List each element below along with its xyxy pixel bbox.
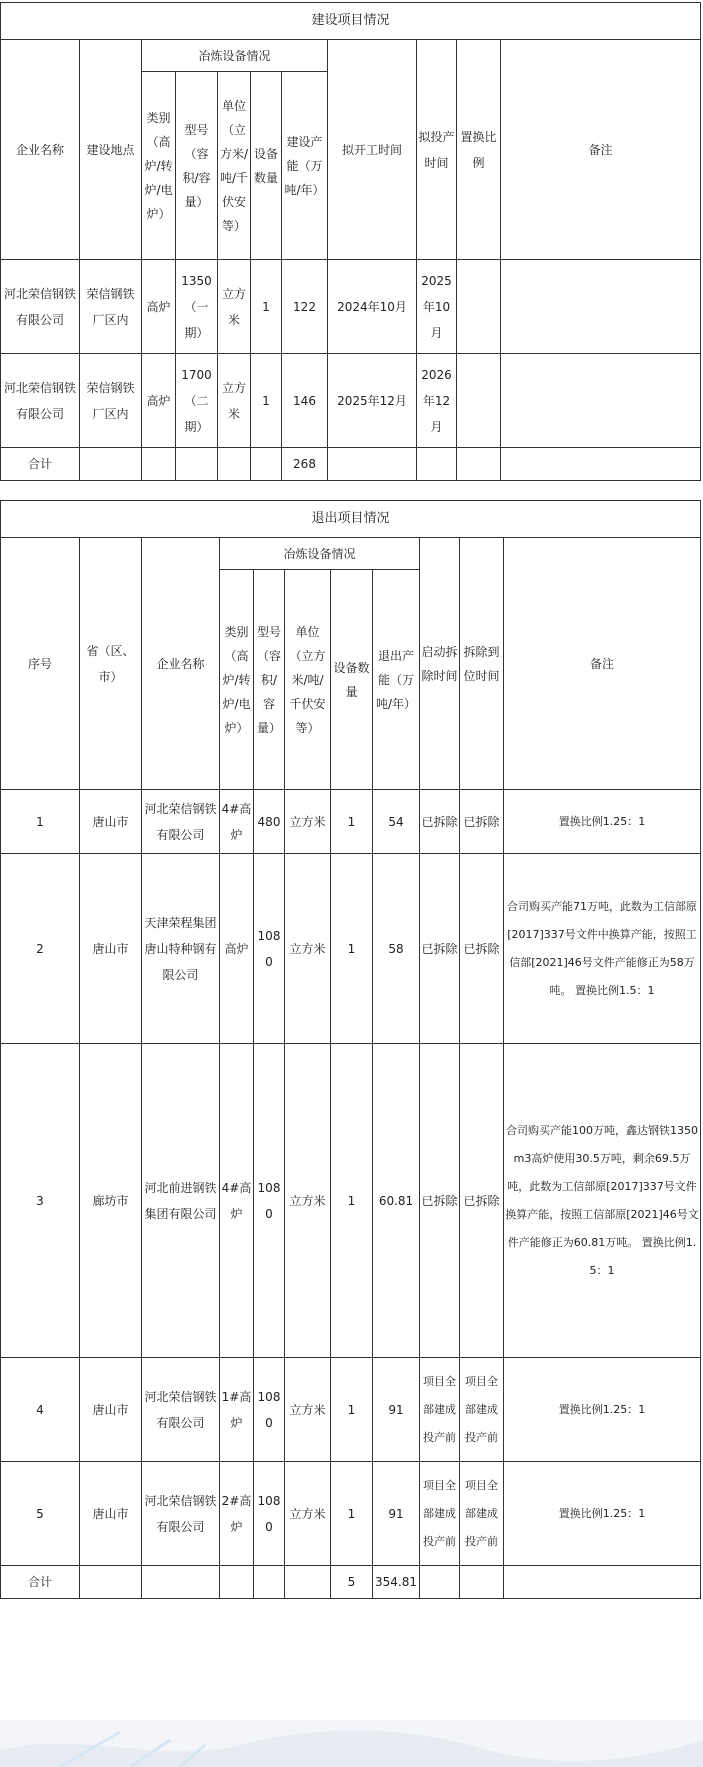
cell-note: 合司购买产能71万吨，此数为工信部原[2017]337号文件中换算产能，按照工信部[2021]46号文件产能修正为58万吨。 置换比例1.5：1	[504, 854, 701, 1044]
cell-company: 河北荣信钢铁有限公司	[142, 1358, 220, 1462]
header-count: 设备数量	[251, 72, 282, 260]
cell-start-time: 2024年10月	[328, 260, 417, 354]
cell-category: 2#高炉	[220, 1462, 254, 1566]
cell-province: 唐山市	[80, 1358, 142, 1462]
cell-note: 置换比例1.25：1	[504, 1462, 701, 1566]
table-row	[1, 354, 701, 448]
cell-note: 置换比例1.25：1	[504, 790, 701, 854]
cell-unit: 立方米	[218, 260, 251, 354]
cell-category: 4#高炉	[220, 1044, 254, 1358]
cell-company: 天津荣程集团唐山特种钢有限公司	[142, 854, 220, 1044]
cell-unit: 立方米	[285, 790, 331, 854]
cell-unit: 立方米	[285, 854, 331, 1044]
construction-table	[0, 2, 701, 481]
header-equipment-group: 冶炼设备情况	[220, 538, 420, 570]
cell-prod-time: 2025年10月	[417, 260, 457, 354]
header-equipment-group: 冶炼设备情况	[142, 40, 328, 72]
cell-category: 4#高炉	[220, 790, 254, 854]
header-seq: 序号	[1, 538, 80, 790]
cell-note	[501, 354, 701, 448]
cell-category: 高炉	[142, 260, 176, 354]
cell-capacity: 122	[282, 260, 328, 354]
table-row	[1, 1044, 701, 1358]
cell-capacity: 91	[373, 1462, 420, 1566]
cell-company: 河北荣信钢铁有限公司	[1, 260, 80, 354]
cell-dismantle-done: 已拆除	[460, 790, 504, 854]
cell-seq: 1	[1, 790, 80, 854]
cell-count: 1	[331, 790, 373, 854]
cell-unit: 立方米	[285, 1044, 331, 1358]
cell-seq: 2	[1, 854, 80, 1044]
cell-dismantle-done: 项目全部建成投产前	[460, 1358, 504, 1462]
cell-province: 唐山市	[80, 854, 142, 1044]
cell-start-dismantle: 项目全部建成投产前	[420, 1358, 460, 1462]
header-dismantle-done: 拆除到位时间	[460, 538, 504, 790]
total-label: 合计	[1, 1566, 80, 1599]
cell-start-dismantle: 已拆除	[420, 790, 460, 854]
cell-unit: 立方米	[218, 354, 251, 448]
total-row	[1, 1566, 701, 1599]
cell-capacity: 91	[373, 1358, 420, 1462]
header-capacity: 退出产能（万吨/年）	[373, 570, 420, 790]
cell-company: 河北荣信钢铁有限公司	[1, 354, 80, 448]
total-row	[1, 448, 701, 481]
header-model: 型号（容积/容量）	[176, 72, 218, 260]
construction-title: 建设项目情况	[1, 3, 701, 40]
cell-ratio	[457, 260, 501, 354]
cell-count: 1	[331, 1044, 373, 1358]
cell-model: 1700（二期）	[176, 354, 218, 448]
total-capacity: 354.81	[373, 1566, 420, 1599]
cell-province: 廊坊市	[80, 1044, 142, 1358]
cell-company: 河北荣信钢铁有限公司	[142, 1462, 220, 1566]
header-company: 企业名称	[142, 538, 220, 790]
cell-start-dismantle: 项目全部建成投产前	[420, 1462, 460, 1566]
header-count: 设备数量	[331, 570, 373, 790]
cell-count: 1	[331, 1462, 373, 1566]
header-category: 类别（高炉/转炉/电炉）	[220, 570, 254, 790]
table-row	[1, 854, 701, 1044]
cell-count: 1	[331, 1358, 373, 1462]
header-ratio: 置换比例	[457, 40, 501, 260]
total-label: 合计	[1, 448, 80, 481]
cell-dismantle-done: 已拆除	[460, 854, 504, 1044]
table-row	[1, 1462, 701, 1566]
cell-count: 1	[331, 854, 373, 1044]
cell-prod-time: 2026年12月	[417, 354, 457, 448]
cell-ratio	[457, 354, 501, 448]
cell-capacity: 146	[282, 354, 328, 448]
cell-start-dismantle: 已拆除	[420, 1044, 460, 1358]
cell-category: 高炉	[142, 354, 176, 448]
header-model: 型号（容积/容量）	[254, 570, 285, 790]
cell-category: 高炉	[220, 854, 254, 1044]
cell-dismantle-done: 已拆除	[460, 1044, 504, 1358]
wave-decoration-icon	[0, 1720, 703, 1767]
cell-note	[501, 260, 701, 354]
cell-company: 河北前进钢铁集团有限公司	[142, 1044, 220, 1358]
cell-seq: 5	[1, 1462, 80, 1566]
cell-start-time: 2025年12月	[328, 354, 417, 448]
table-row	[1, 790, 701, 854]
cell-province: 唐山市	[80, 1462, 142, 1566]
cell-model: 1080	[254, 1358, 285, 1462]
table-row	[1, 260, 701, 354]
cell-dismantle-done: 项目全部建成投产前	[460, 1462, 504, 1566]
cell-model: 1080	[254, 1462, 285, 1566]
header-province: 省（区、市）	[80, 538, 142, 790]
cell-capacity: 60.81	[373, 1044, 420, 1358]
header-company: 企业名称	[1, 40, 80, 260]
total-count: 5	[331, 1566, 373, 1599]
header-location: 建设地点	[80, 40, 142, 260]
cell-location: 荣信钢铁厂区内	[80, 260, 142, 354]
cell-start-dismantle: 已拆除	[420, 854, 460, 1044]
header-note: 备注	[504, 538, 701, 790]
cell-province: 唐山市	[80, 790, 142, 854]
exit-title: 退出项目情况	[1, 501, 701, 538]
header-unit: 单位（立方米/吨/千伏安等）	[218, 72, 251, 260]
cell-seq: 3	[1, 1044, 80, 1358]
cell-note: 合司购买产能100万吨，鑫达钢铁1350m3高炉使用30.5万吨，剩余69.5万吨，此数为工信部原[2017]337号文件换算产能，按照工信部原[2021]46号文件产能修正为60.81万吨。 置换比例1.5：1	[504, 1044, 701, 1358]
table-row	[1, 1358, 701, 1462]
cell-company: 河北荣信钢铁有限公司	[142, 790, 220, 854]
cell-seq: 4	[1, 1358, 80, 1462]
cell-category: 1#高炉	[220, 1358, 254, 1462]
cell-model: 1350（一期）	[176, 260, 218, 354]
total-capacity: 268	[282, 448, 328, 481]
header-start-dismantle: 启动拆除时间	[420, 538, 460, 790]
cell-location: 荣信钢铁厂区内	[80, 354, 142, 448]
exit-table	[0, 500, 701, 1599]
cell-note: 置换比例1.25：1	[504, 1358, 701, 1462]
background-decoration	[0, 1720, 703, 1767]
cell-unit: 立方米	[285, 1358, 331, 1462]
header-capacity: 建设产能（万吨/年）	[282, 72, 328, 260]
cell-count: 1	[251, 354, 282, 448]
cell-model: 1080	[254, 854, 285, 1044]
cell-count: 1	[251, 260, 282, 354]
cell-capacity: 54	[373, 790, 420, 854]
cell-unit: 立方米	[285, 1462, 331, 1566]
cell-model: 1080	[254, 1044, 285, 1358]
cell-capacity: 58	[373, 854, 420, 1044]
cell-model: 480	[254, 790, 285, 854]
header-category: 类别（高炉/转炉/电炉）	[142, 72, 176, 260]
header-unit: 单位（立方米/吨/千伏安等）	[285, 570, 331, 790]
header-start-time: 拟开工时间	[328, 40, 417, 260]
header-prod-time: 拟投产时间	[417, 40, 457, 260]
header-note: 备注	[501, 40, 701, 260]
